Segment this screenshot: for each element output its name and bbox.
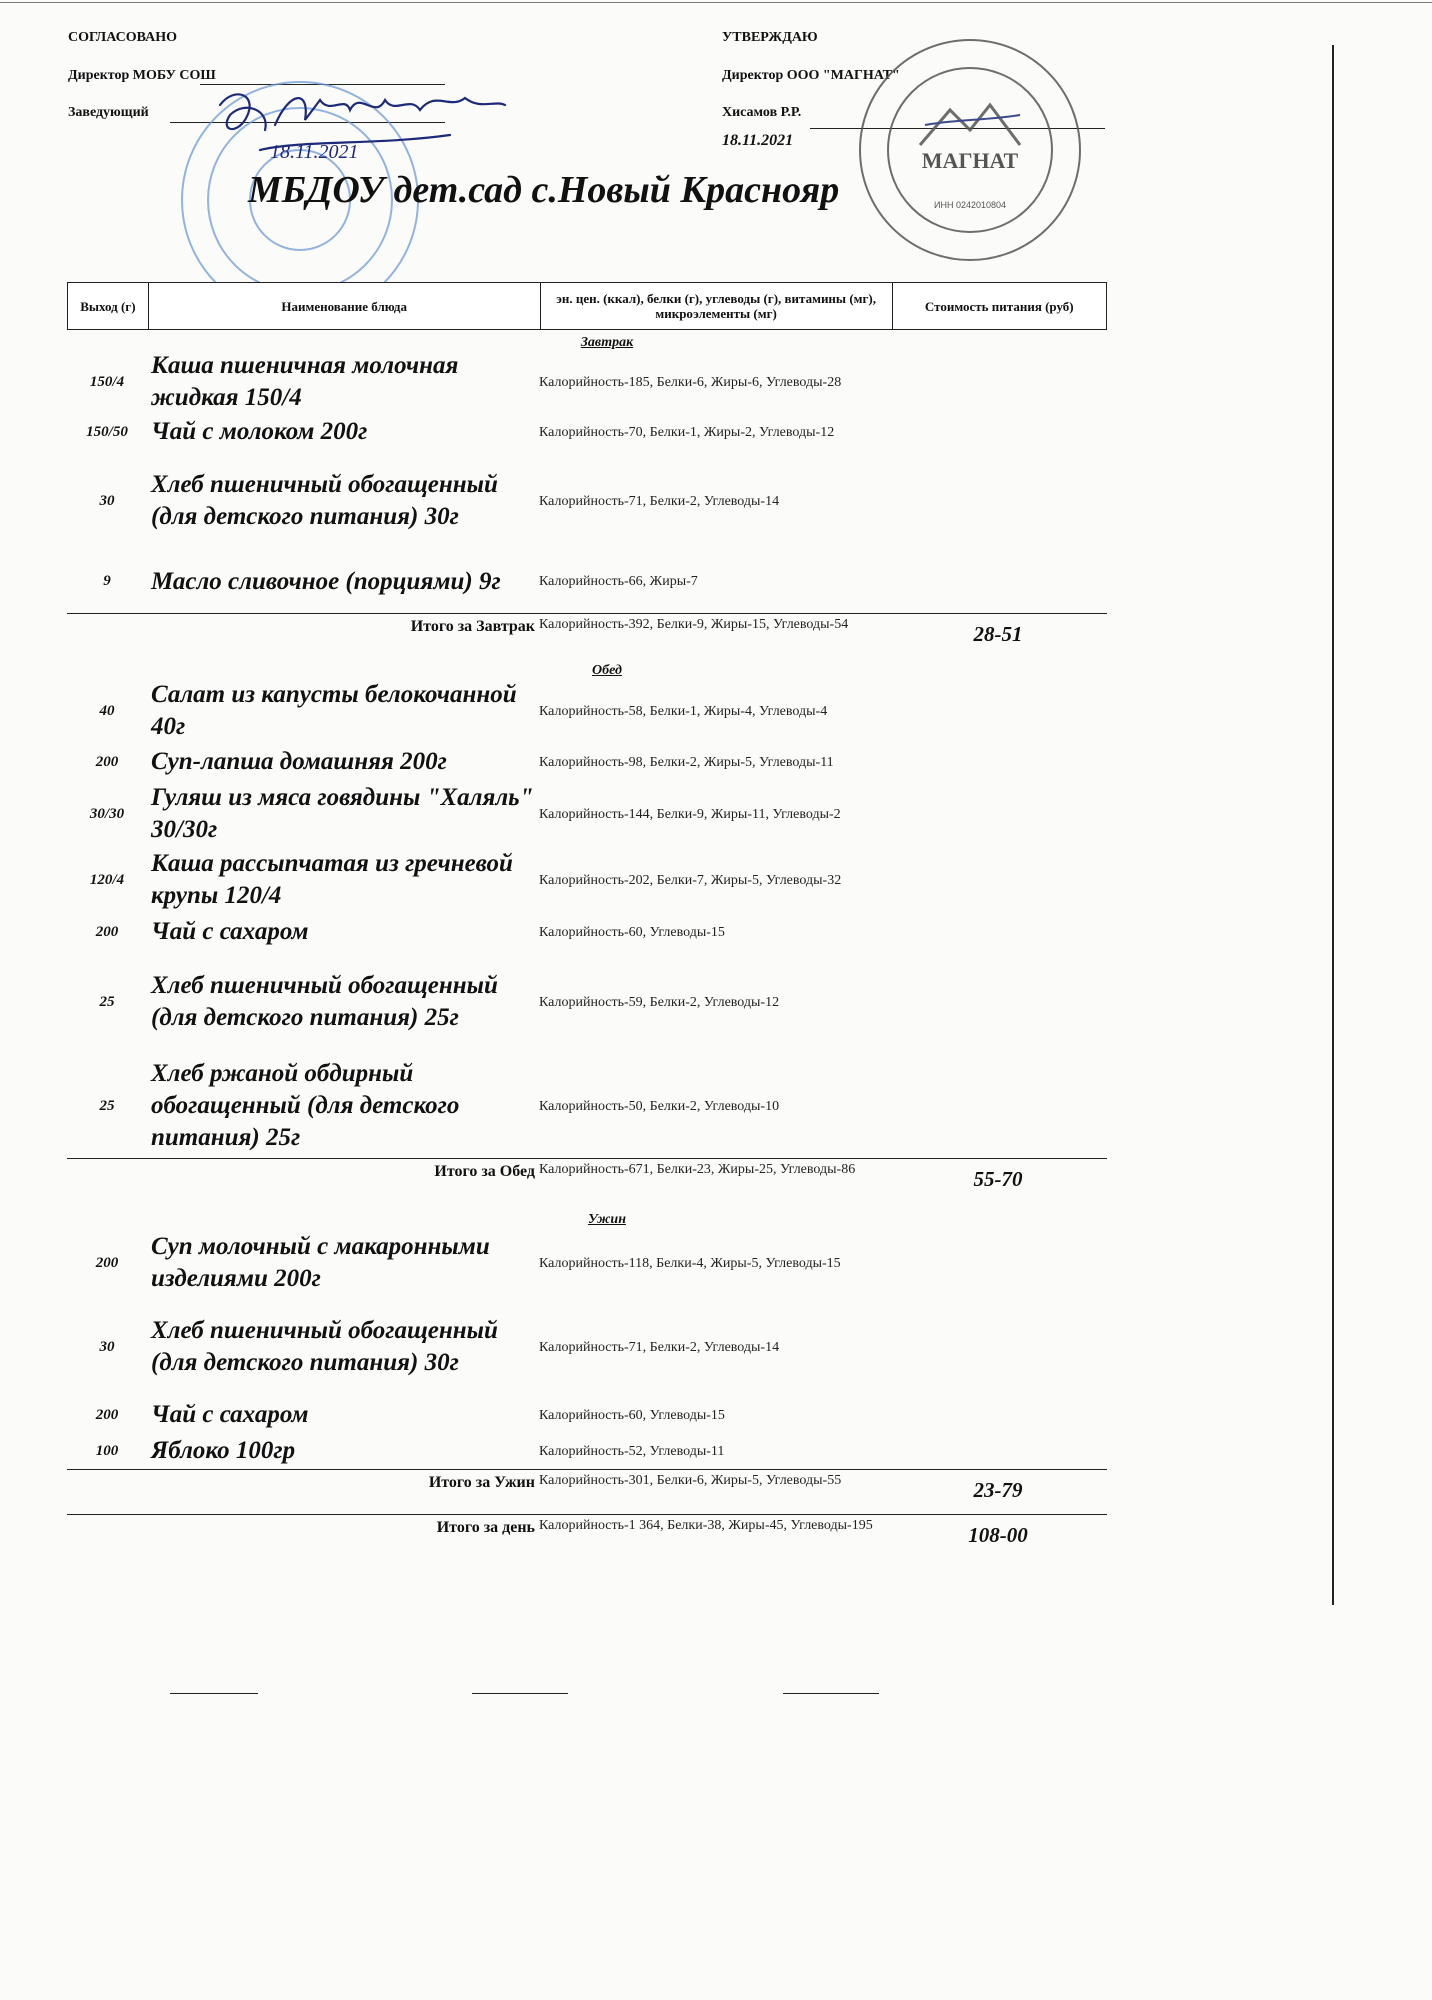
table-row: 200 Суп-лапша домашняя 200г Калорийность-98, Белки-2, Жиры-5, Углеводы-11: [95, 748, 834, 775]
total-row-day: Итого за день Калорийность-1 364, Белки-38, Жиры-45, Углеводы-195 108-00: [67, 1514, 1107, 1559]
menu-table: [67, 282, 1107, 1559]
table-row: 25 Хлеб пшеничный обогащенный (для детского питания) 25г Калорийность-59, Белки-2, Углеводы-12: [99, 972, 780, 1031]
table-row: 30 Хлеб пшеничный обогащенный (для детского питания) 30г Калорийность-71, Белки-2, Углеводы-14: [99, 471, 780, 530]
total-row-lunch: Итого за Обед Калорийность-671, Белки-23, Жиры-25, Углеводы-86 55-70: [67, 1158, 1107, 1207]
table-row: 30 Хлеб пшеничный обогащенный (для детского питания) 30г Калорийность-71, Белки-2, Углеводы-14: [99, 1317, 780, 1376]
signature-date: 18.11.2021: [270, 141, 359, 163]
table-row: 25 Хлеб ржаной обдирный обогащенный (для детского питания) 25г Калорийность-50, Белки-2, Углеводы-10: [99, 1060, 780, 1151]
col-dish: Наименование блюда: [149, 283, 541, 329]
table-row: 200 Чай с сахаром Калорийность-60, Углеводы-15: [95, 918, 725, 945]
right-stamp: [850, 30, 1090, 270]
signature-line-1: [170, 1693, 258, 1694]
table-row: 200 Чай с сахаром Калорийность-60, Углеводы-15: [95, 1401, 725, 1428]
col-price: Стоимость питания (руб): [924, 298, 1074, 314]
col-weight: Выход (г): [68, 283, 149, 329]
section-title-dinner: Ужин: [588, 1212, 626, 1227]
col-nutrition: эн. цен. (ккал), белки (г), углеводы (г), витамины (мг), микроэлементы (мг): [541, 283, 893, 329]
signature-line-3: [783, 1693, 879, 1694]
table-row: 150/50 Чай с молоком 200г Калорийность-70, Белки-1, Жиры-2, Углеводы-12: [86, 418, 835, 445]
approved-label: СОГЛАСОВАНО: [68, 30, 177, 45]
page-title: МБДОУ дет.сад с.Новый Краснояр: [248, 169, 840, 211]
scan-edge-line: [0, 2, 1432, 3]
right-director-label: Директор ООО "МАГНАТ": [722, 68, 900, 83]
scan-edge-bar: [1332, 45, 1334, 1605]
total-row-dinner: Итого за Ужин Калорийность-301, Белки-6, Жиры-5, Углеводы-55 23-79: [67, 1469, 1107, 1514]
table-row: 9 Масло сливочное (порциями) 9г Калорийность-66, Жиры-7: [103, 567, 698, 595]
right-name-label: Хисамов Р.Р.: [722, 105, 802, 120]
section-title-lunch: Обед: [592, 663, 622, 678]
table-row: 120/4 Каша рассыпчатая из гречневой крупы 120/4 Калорийность-202, Белки-7, Жиры-5, Углеводы-32: [89, 850, 842, 909]
stamp-inn: ИНН 0242010804: [933, 200, 1007, 210]
table-row: 40 Салат из капусты белокочанной 40г Калорийность-58, Белки-1, Жиры-4, Углеводы-4: [99, 681, 828, 740]
section-title-breakfast: Завтрак: [580, 335, 634, 350]
table-row: 200 Суп молочный с макаронными изделиями 200г Калорийность-118, Белки-4, Жиры-5, Углеводы-15: [95, 1233, 841, 1292]
table-row: 100 Яблоко 100гр Калорийность-52, Углеводы-11: [95, 1437, 725, 1464]
signature: [200, 80, 520, 165]
approve-label: УТВЕРЖДАЮ: [722, 30, 818, 45]
left-director-label: Директор МОБУ СОШ: [68, 68, 216, 83]
right-date: 18.11.2021: [722, 132, 794, 149]
total-row-breakfast: Итого за Завтрак Калорийность-392, Белки-9, Жиры-15, Углеводы-54 28-51: [67, 613, 1107, 658]
signature-line-2: [472, 1693, 568, 1694]
table-row: 30/30 Гуляш из мяса говядины "Халяль" 30/30г Калорийность-144, Белки-9, Жиры-11, Углеводы-2: [89, 784, 841, 843]
stamp-name: МАГНАТ: [921, 148, 1019, 173]
head-label: Заведующий: [68, 105, 149, 120]
table-row: 150/4 Каша пшеничная молочная жидкая 150/4 Калорийность-185, Белки-6, Жиры-6, Углеводы-28: [89, 352, 842, 411]
table-header: [67, 282, 1107, 330]
